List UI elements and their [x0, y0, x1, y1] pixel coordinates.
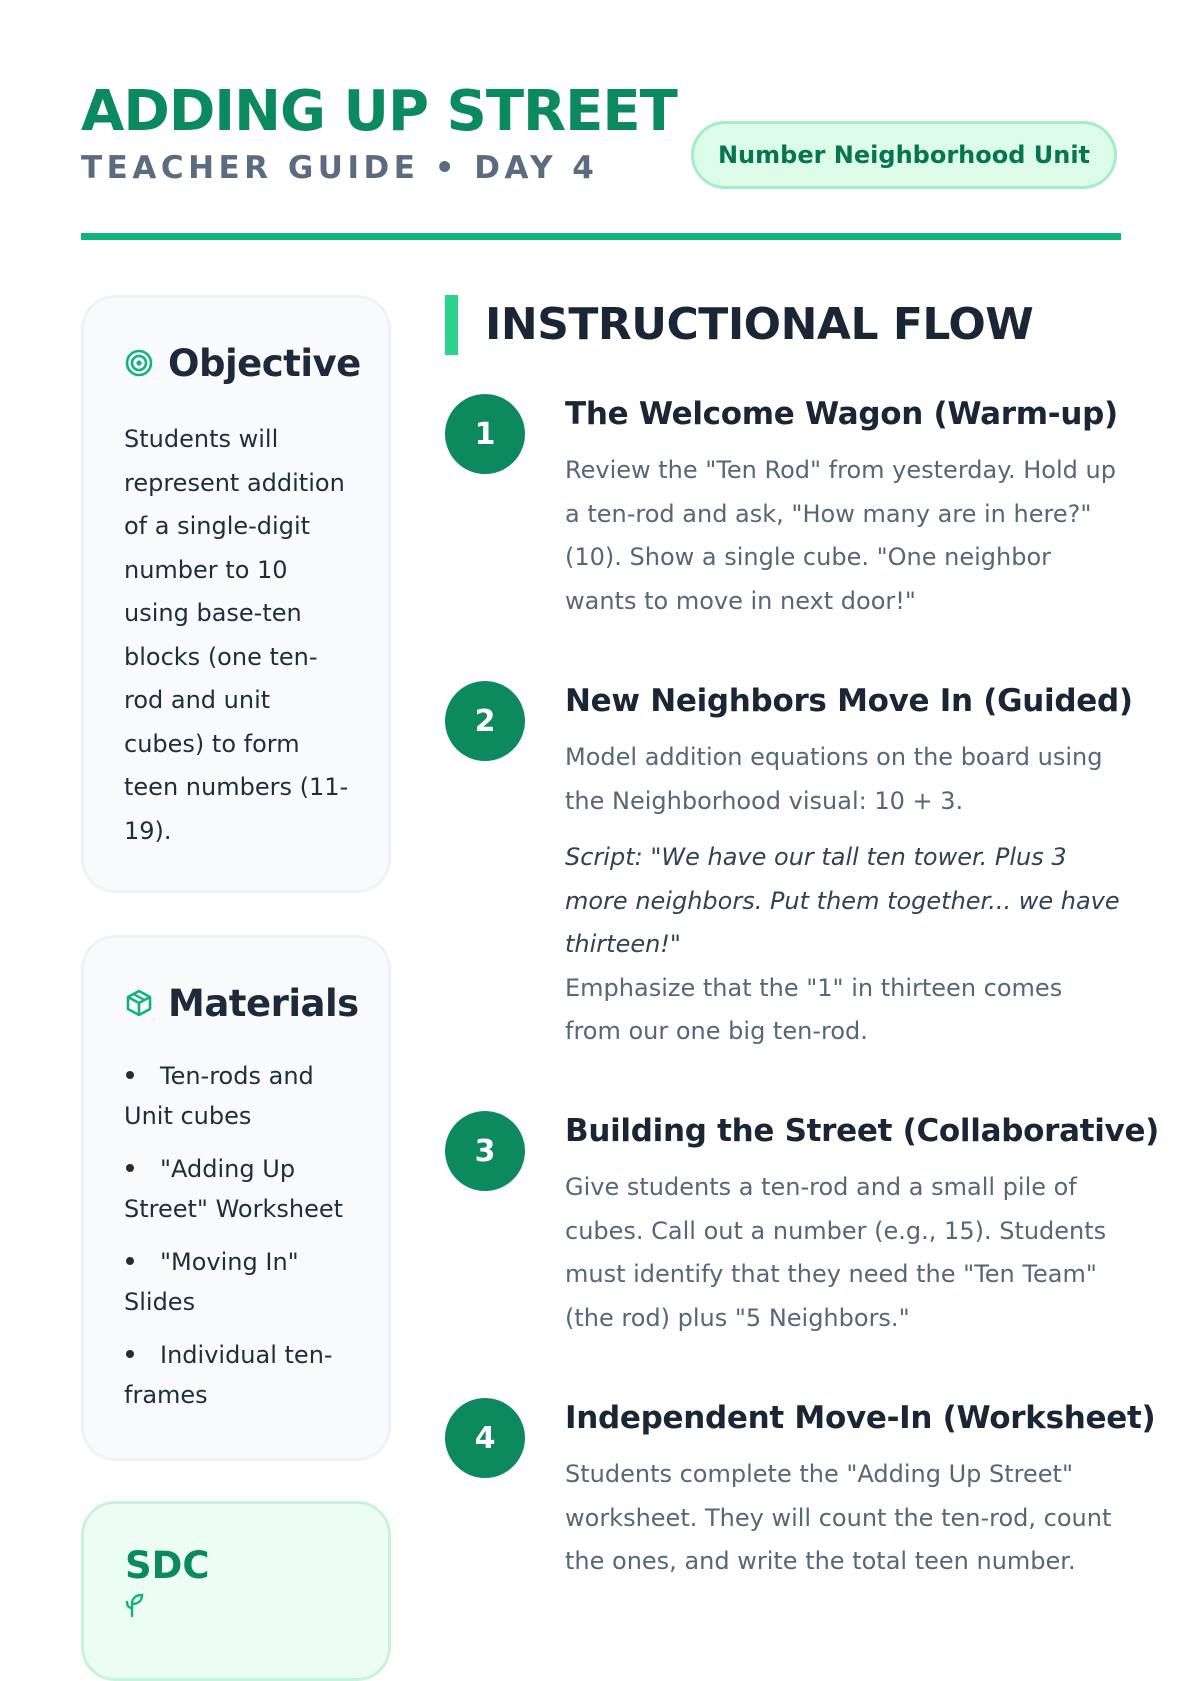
step-note: Emphasize that the "1" in thirteen comes from our one big ten-rod. [565, 973, 1063, 1045]
page-header [81, 80, 1121, 240]
materials-card [81, 935, 391, 1461]
step-number-badge: 1 [445, 394, 525, 474]
sdc-title: SDC [125, 1544, 210, 1587]
cube-icon [124, 988, 154, 1018]
step-text: Give students a ten-rod and a small pile of cubes. Call out a number (e.g., 15). Students must identify that they need the "Ten Team" (the rod) plus "5 Neighbors." [565, 1173, 1107, 1332]
objective-text: Students will represent addition of a single-digit number to 10 using base-ten blocks (one ten-rod and unit cubes) to form teen numbers (11-19). [124, 425, 349, 845]
step-number-badge: 3 [445, 1111, 525, 1191]
sdc-header [124, 1544, 210, 1587]
bullet-icon [126, 1071, 134, 1079]
bullet-icon [126, 1164, 134, 1172]
materials-item [124, 1242, 356, 1322]
bullet-icon [126, 1350, 134, 1358]
step-script: Script: "We have our tall ten tower. Plus 3 more neighbors. Put them together... we have thirteen!" [565, 843, 1120, 958]
section-header [445, 295, 1121, 355]
section-title: INSTRUCTIONAL FLOW [485, 299, 1034, 350]
materials-header [124, 978, 359, 1028]
sdc-card [81, 1501, 391, 1681]
materials-item-label: "Adding Up Street" Worksheet [124, 1155, 344, 1223]
step-text: Review the "Ten Rod" from yesterday. Hold up a ten-rod and ask, "How many are in here?" (10). Show a single cube. "One neighbor wants to move in next door!" [565, 456, 1116, 615]
step-title: Building the Street (Collaborative) [565, 1113, 1160, 1149]
target-icon [124, 348, 154, 378]
bullet-icon [126, 1257, 134, 1265]
header-divider [81, 233, 1121, 240]
step-number-badge: 2 [445, 681, 525, 761]
materials-item [124, 1056, 356, 1136]
objective-title: Objective [168, 341, 361, 385]
step-text: Students complete the "Adding Up Street" worksheet. They will count the ten-rod, count the ones, and write the total teen number. [565, 1460, 1112, 1575]
objective-header [124, 338, 361, 388]
sprout-icon [124, 1590, 152, 1618]
section-accent-bar [445, 295, 458, 355]
materials-item-label: Individual ten-frames [124, 1341, 333, 1409]
step-text: Model addition equations on the board using the Neighborhood visual: 10 + 3. [565, 743, 1103, 815]
step-title: Independent Move-In (Worksheet) [565, 1400, 1156, 1436]
materials-title: Materials [168, 981, 359, 1025]
materials-item-label: Ten-rods and Unit cubes [124, 1062, 314, 1130]
objective-card [81, 295, 391, 893]
materials-item-label: "Moving In" Slides [124, 1248, 299, 1316]
step-content [565, 394, 1121, 623]
page-subtitle: TEACHER GUIDE • DAY 4 [81, 150, 599, 186]
step-title: New Neighbors Move In (Guided) [565, 683, 1133, 719]
step-content [565, 1398, 1156, 1584]
step-content [565, 1111, 1160, 1340]
teacher-guide-page [81, 0, 1160, 1600]
page-title: ADDING UP STREET [81, 79, 677, 144]
materials-item [124, 1335, 356, 1415]
step-number-badge: 4 [445, 1398, 525, 1478]
materials-list [124, 1056, 356, 1428]
step-title: The Welcome Wagon (Warm-up) [565, 396, 1118, 432]
step-content [565, 681, 1133, 1054]
unit-badge: Number Neighborhood Unit [691, 121, 1117, 189]
materials-item [124, 1149, 356, 1229]
